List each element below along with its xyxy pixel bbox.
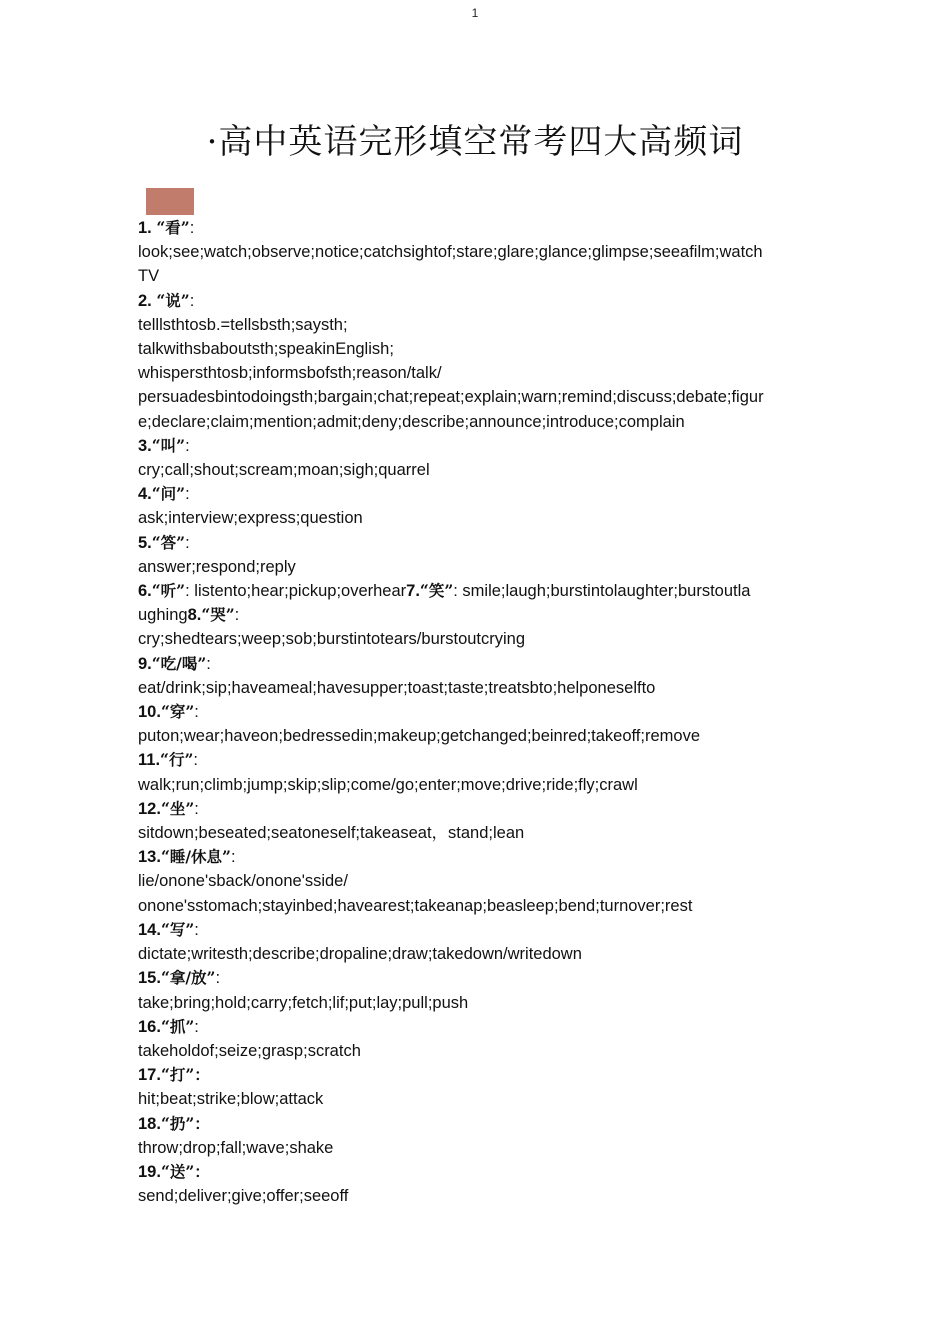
item-heading: “笑” <box>419 581 454 601</box>
text-line <box>138 555 818 579</box>
word-list: lie/onone'sback/onone'sside/ <box>138 872 348 891</box>
word-list: send;deliver;give;offer;seeoff <box>138 1187 349 1206</box>
text-line <box>138 942 818 966</box>
text-line <box>138 506 818 530</box>
word-list: : <box>234 606 240 625</box>
item-heading: 14. <box>138 920 161 939</box>
word-list: puton;wear;haveon;bedressedin;makeup;getchanged;beinred;takeoff;remove <box>138 727 700 746</box>
text-line <box>138 216 818 240</box>
text-line <box>138 773 818 797</box>
item-heading: “看” <box>156 218 190 237</box>
word-list: : <box>230 848 236 867</box>
word-list: : smile;laugh;burstintolaughter;burstoutla <box>453 582 751 601</box>
item-heading: 12. <box>138 799 161 818</box>
word-list: onone'sstomach;stayinbed;havearest;takeanap;beasleep;bend;turnover;rest <box>138 896 693 915</box>
word-list: cry;shedtears;weep;sob;burstintotears/burstoutcrying <box>138 630 526 649</box>
text-line <box>138 531 818 555</box>
item-heading: “抓” <box>160 1016 195 1036</box>
item-heading: 1. <box>138 219 157 237</box>
text-line <box>138 361 818 385</box>
text-line <box>138 264 818 288</box>
word-list: : <box>194 1017 199 1036</box>
item-heading: “睡/休息” <box>160 847 231 867</box>
item-heading: 6. <box>138 582 152 601</box>
word-list: ask;interview;express;question <box>138 509 363 528</box>
document-title: ·高中英语完形填空常考四大高频词 <box>206 122 744 162</box>
word-list: : <box>189 291 195 310</box>
item-heading: 19. <box>138 1162 161 1181</box>
text-line <box>138 1039 818 1063</box>
word-list: telllsthtosb.=tellsbsth;saysth; <box>138 315 348 334</box>
text-line <box>138 313 818 337</box>
text-line <box>138 1063 818 1087</box>
text-line <box>138 918 818 942</box>
item-heading: “扔”： <box>160 1113 210 1133</box>
item-heading: “说” <box>156 290 190 310</box>
item-heading: “坐” <box>160 798 195 818</box>
color-block <box>146 188 194 215</box>
item-heading: 2. <box>138 291 157 310</box>
word-list: : <box>185 436 190 455</box>
text-line <box>138 289 818 313</box>
word-list: persuadesbintodoingsth;bargain;chat;repeat;explain;warn;remind;discuss;debate;figur <box>138 388 764 407</box>
text-line <box>138 337 818 361</box>
word-list: : <box>193 751 198 770</box>
text-line <box>138 240 818 264</box>
word-list: whispersthtosb;informsbofsth;reason/talk/ <box>138 364 442 383</box>
text-line <box>138 1087 818 1111</box>
word-list: take;bring;hold;carry;fetch;lif;put;lay;pull;push <box>138 993 469 1012</box>
text-line <box>138 385 818 409</box>
text-line <box>138 748 818 772</box>
text-line <box>138 1136 818 1160</box>
item-heading: “叫” <box>151 435 186 455</box>
word-list: sitdown;beseated;seatoneself;takeaseat，stand;lean <box>138 824 525 843</box>
word-list: : <box>185 533 190 552</box>
word-list: : <box>206 654 211 673</box>
item-heading: 15. <box>138 969 161 988</box>
item-heading: 9. <box>138 654 152 673</box>
item-heading: 3. <box>138 436 152 455</box>
word-list: look;see;watch;observe;notice;catchsightof;stare;glare;glance;glimpse;seeafilm;watch <box>138 243 763 262</box>
text-line <box>138 410 818 434</box>
item-heading: 10. <box>138 703 161 722</box>
text-line <box>138 797 818 821</box>
word-list: answer;respond;reply <box>138 557 296 576</box>
word-list: cry;call;shout;scream;moan;sigh;quarrel <box>138 461 430 480</box>
item-heading: 16. <box>138 1017 161 1036</box>
item-heading: “写” <box>160 919 195 939</box>
item-heading: “打”： <box>160 1065 210 1085</box>
item-heading: “拿/放” <box>160 968 216 988</box>
document-body <box>138 216 818 1208</box>
word-list: : <box>185 485 190 504</box>
item-heading: “答” <box>151 532 186 552</box>
item-heading: 18. <box>138 1114 161 1133</box>
word-list: : <box>215 969 221 988</box>
word-list: : listento;hear;pickup;overhear <box>185 582 407 601</box>
item-heading: “行” <box>160 750 194 770</box>
text-line <box>138 482 818 506</box>
word-list: eat/drink;sip;haveameal;havesupper;toast;taste;treatsbto;helponeselfto <box>138 678 656 697</box>
word-list: hit;beat;strike;blow;attack <box>138 1090 324 1109</box>
item-heading: 17. <box>138 1066 161 1085</box>
item-heading: 8. <box>187 606 202 625</box>
text-line <box>138 579 818 603</box>
item-heading: “哭” <box>201 605 235 625</box>
word-list: ughing <box>138 606 188 625</box>
text-line <box>138 458 818 482</box>
text-line <box>138 603 818 627</box>
text-line <box>138 1015 818 1039</box>
text-line <box>138 652 818 676</box>
text-line <box>138 894 818 918</box>
item-heading: 5. <box>138 533 152 552</box>
word-list: : <box>194 799 199 818</box>
text-line <box>138 966 818 990</box>
text-line <box>138 821 818 845</box>
item-heading: 11. <box>138 751 161 770</box>
text-line <box>138 700 818 724</box>
word-list: : <box>189 219 195 237</box>
text-line <box>138 434 818 458</box>
word-list: : <box>194 920 199 939</box>
text-line <box>138 1160 818 1184</box>
text-line <box>138 1184 818 1208</box>
item-heading: “听” <box>151 581 186 601</box>
text-line <box>138 845 818 869</box>
item-heading: 13. <box>138 848 161 867</box>
text-line <box>138 724 818 748</box>
word-list: dictate;writesth;describe;dropaline;draw;takedown/writedown <box>138 945 582 964</box>
page-number: 1 <box>471 6 479 20</box>
item-heading: 4. <box>138 485 152 504</box>
text-line <box>138 676 818 700</box>
item-heading: “吃/喝” <box>151 653 207 673</box>
text-line <box>138 869 818 893</box>
item-heading: “送”： <box>160 1161 210 1181</box>
word-list: e;declare;claim;mention;admit;deny;describe;announce;introduce;complain <box>138 412 685 431</box>
word-list: takeholdof;seize;grasp;scratch <box>138 1041 361 1060</box>
word-list: walk;run;climb;jump;skip;slip;come/go;enter;move;drive;ride;fly;crawl <box>138 775 638 794</box>
text-line <box>138 991 818 1015</box>
word-list: talkwithsbaboutsth;speakinEnglish; <box>138 340 394 359</box>
word-list: throw;drop;fall;wave;shake <box>138 1138 334 1157</box>
word-list: : <box>194 703 199 722</box>
item-heading: 7. <box>406 582 420 601</box>
text-line <box>138 1112 818 1136</box>
word-list: TV <box>138 267 160 286</box>
item-heading: “问” <box>151 484 186 504</box>
item-heading: “穿” <box>160 702 195 722</box>
text-line <box>138 627 818 651</box>
